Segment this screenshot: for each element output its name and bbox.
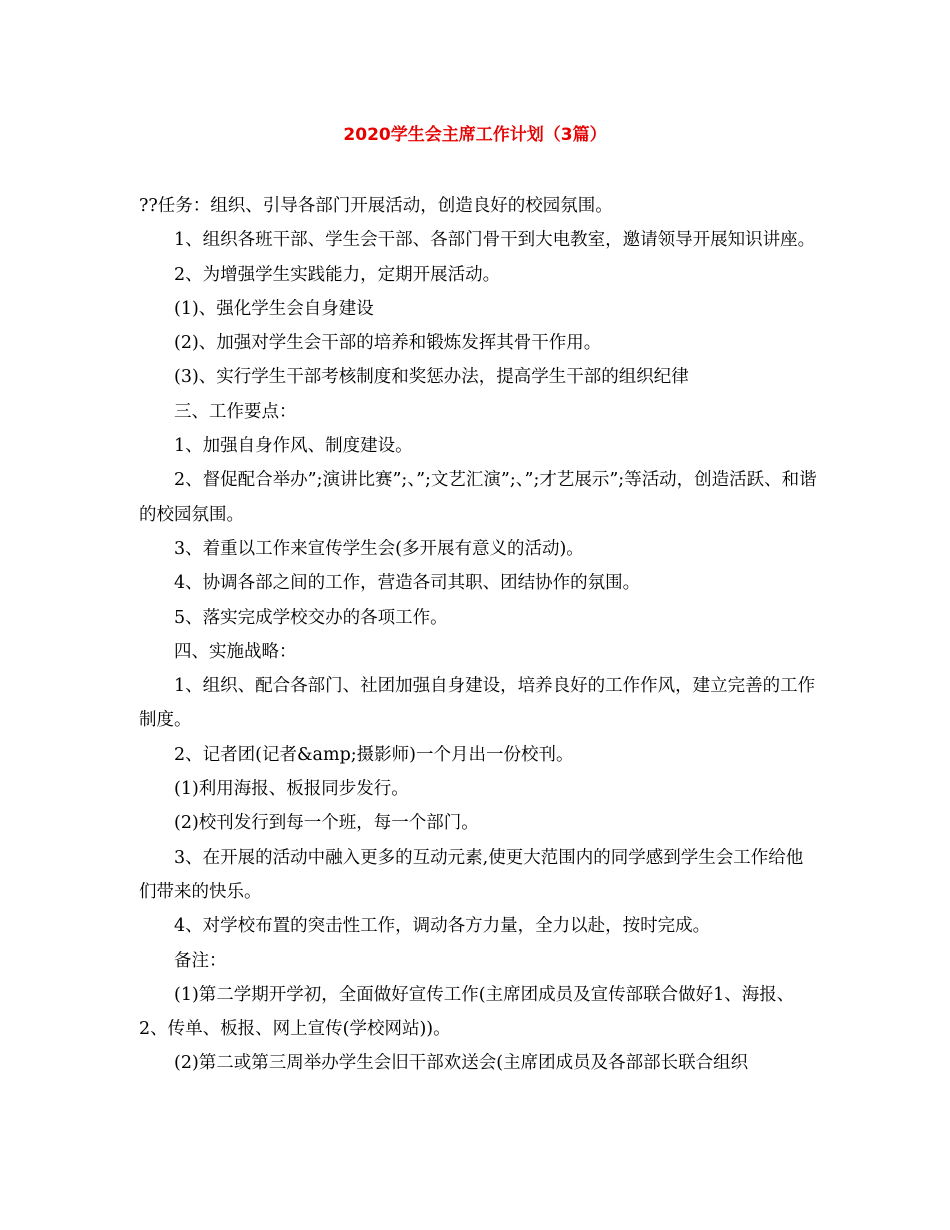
paragraph-item: (1)、强化学生会自身建设 (174, 298, 374, 319)
section-heading-strategy: 四、实施战略： (174, 641, 297, 662)
paragraph-item: (3)、实行学生干部考核制度和奖惩办法，提高学生干部的组织纪律 (174, 367, 689, 388)
section-heading-notes: 备注： (174, 950, 227, 971)
paragraph-item: 5、落实完成学校交办的各项工作。 (174, 607, 448, 628)
paragraph-item: 4、协调各部之间的工作，营造各司其职、团结协作的氛围。 (174, 573, 641, 594)
document-title: 2020学生会主席工作计划（3篇） (343, 125, 607, 145)
paragraph-item: 1、组织、配合各部门、社团加强自身建设，培养良好的工作作风，建立完善的工作制度。 (139, 676, 816, 731)
paragraph-item: 1、加强自身作风、制度建设。 (174, 436, 413, 457)
paragraph-item: (2)第二或第三周举办学生会旧干部欢送会(主席团成员及各部部长联合组织 (174, 1053, 749, 1074)
paragraph-item: 2、督促配合举办”;演讲比赛”;、”;文艺汇演”;、”;才艺展示”;等活动，创造活跃、和谐的校园氛围。 (139, 470, 817, 525)
paragraph-item: 2、为增强学生实践能力，定期开展活动。 (174, 264, 501, 285)
paragraph-item: 2、记者团(记者&amp;摄影师)一个月出一份校刊。 (174, 744, 574, 765)
paragraph-task: ??任务：组织、引导各部门开展活动，创造良好的校园氛围。 (139, 196, 613, 216)
paragraph-item: (1)利用海报、板报同步发行。 (174, 779, 409, 800)
section-heading-work-points: 三、工作要点： (174, 401, 297, 422)
paragraph-item: (1)第二学期开学初，全面做好宣传工作(主席团成员及宣传部联合做好1、海报、2、传单、板报、网上宣传(学校网站))。 (139, 984, 795, 1040)
paragraph-item: 1、组织各班干部、学生会干部、各部门骨干到大电教室，邀请领导开展知识讲座。 (174, 230, 816, 251)
paragraph-item: 3、在开展的活动中融入更多的互动元素,使更大范围内的同学感到学生会工作给他们带来的快乐。 (139, 847, 804, 902)
paragraph-item: (2)、加强对学生会干部的培养和锻炼发挥其骨干作用。 (174, 333, 602, 354)
paragraph-item: 4、对学校布置的突击性工作，调动各方力量，全力以赴，按时完成。 (174, 916, 711, 937)
paragraph-item: (2)校刊发行到每一个班，每一个部门。 (174, 813, 479, 834)
paragraph-item: 3、着重以工作来宣传学生会(多开展有意义的活动)。 (174, 538, 584, 559)
document-body (139, 189, 819, 1081)
